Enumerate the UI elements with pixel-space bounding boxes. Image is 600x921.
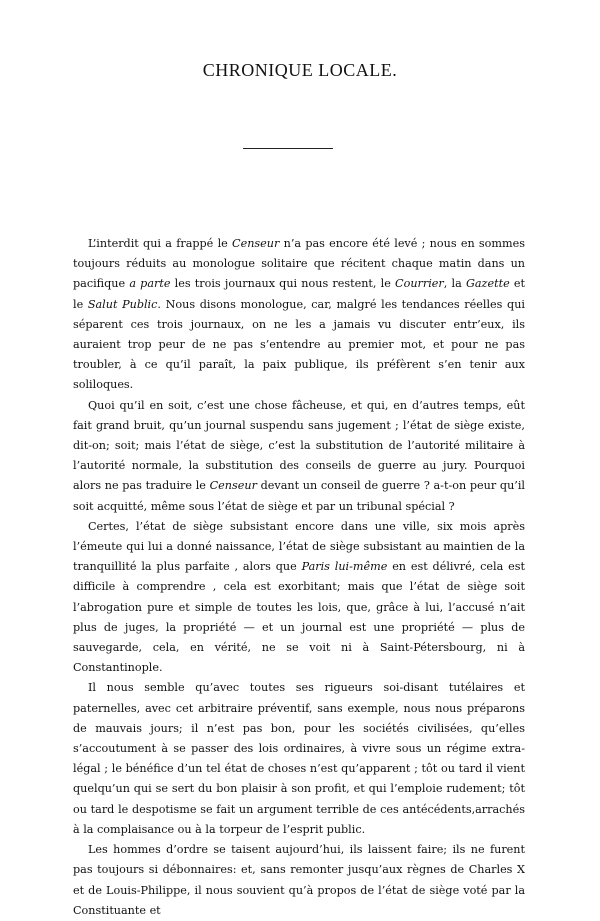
text-run: , la: [443, 277, 466, 291]
paragraph: [73, 840, 525, 921]
text-run: Quoi qu’il en soit, c’est une chose fâcheuse, et qui, en d’autres temps, eût fait grand bruit, qu’un journal suspendu sans jugement ; l’état de siège existe, dit-on; soit; mais l’état de siège, c’est la substitution de l’autorité militaire à l’autorité normale, la substitution des conseils de guerre au jury. Pourquoi alors ne pas traduire le: [73, 398, 525, 493]
paragraph: [73, 517, 525, 679]
text-run: et le: [73, 277, 525, 311]
article-body: [73, 234, 525, 921]
text-run: L’interdit qui a frappé le: [88, 237, 233, 250]
paragraph: [73, 678, 525, 840]
paragraph: [73, 234, 525, 396]
text-run: . Nous disons monologue, car, malgré les tendances réelles qui séparent ces trois journaux, on ne les a jamais vu discuter entr’eux, ils auraient trop peur de ne pas s’entendre au premier mot, et pour ne pas troubler, à ce qu’il paraît, la paix publique, ils préfèrent s’en tenir aux soliloques.: [73, 297, 525, 392]
italic-text: Salut Public: [87, 297, 158, 311]
text-run: Il nous semble qu’avec toutes ses rigueurs soi-disant tutélaires et paternelles, avec cet arbitraire préventif, sans exemple, nous nous préparons de mauvais jours; il n’est pas bon, pour les sociétés civilisées, qu’elles s’accoutument à se passer des lois ordinaires, à vivre sous un régime extra-légal ; le bénéfice d’un tel état de choses n’est qu’apparent ; tôt ou tard il vient quelqu’un qui se sert du bon plaisir à son profit, et qui l’emploie rudement; tôt ou tard le despotisme se fait un argument terrible de ces antécédents,arrachés à la complaisance ou à la torpeur de l’esprit public.: [73, 681, 525, 836]
text-run: Les hommes d’ordre se taisent aujourd’hui, ils laissent faire; ils ne furent pas toujours si débonnaires: et, sans remonter jusqu’aux règnes de Charles X et de Louis-Philippe, il nous souvient qu’à propos de l’état de siège voté par la Constituante et: [73, 843, 525, 917]
italic-text: Courrier: [395, 277, 444, 291]
text-run: en est délivré, cela est difficile à comprendre , cela est exorbitant; mais que l’état de siège soit l’abrogation pure et simple de toutes les lois, que, grâce à lui, l’accusé n’ait plus de juges, la propriété — et un journal est une propriété — plus de sauvegarde, cela, en vérité, ne se voit ni à Saint-Pétersbourg, ni à Constantinople.: [73, 560, 525, 675]
italic-text: a parte: [129, 277, 171, 291]
italic-text: Paris lui-même: [301, 560, 388, 574]
italic-text: Censeur: [232, 237, 280, 250]
text-run: les trois journaux qui nous restent, le: [170, 277, 396, 291]
title-divider: [243, 148, 333, 149]
text-run: n’a pas encore été levé ; nous en sommes toujours réduits au monologue solitaire que récitent chaque matin dans un pacifique: [73, 237, 525, 291]
italic-text: Gazette: [465, 277, 510, 291]
text-run: devant un conseil de guerre ? a-t-on peur qu’il soit acquitté, même sous l’état de siège et par un tribunal spécial ?: [73, 479, 525, 513]
text-run: Certes, l’état de siège subsistant encore dans une ville, six mois après l’émeute qui lui a donné naissance, l’état de siège subsistant au maintien de la tranquillité la plus parfaite , alors que: [73, 519, 525, 574]
italic-text: Censeur: [209, 479, 257, 493]
page-title: CHRONIQUE LOCALE.: [202, 60, 398, 80]
paragraph: [73, 396, 525, 517]
